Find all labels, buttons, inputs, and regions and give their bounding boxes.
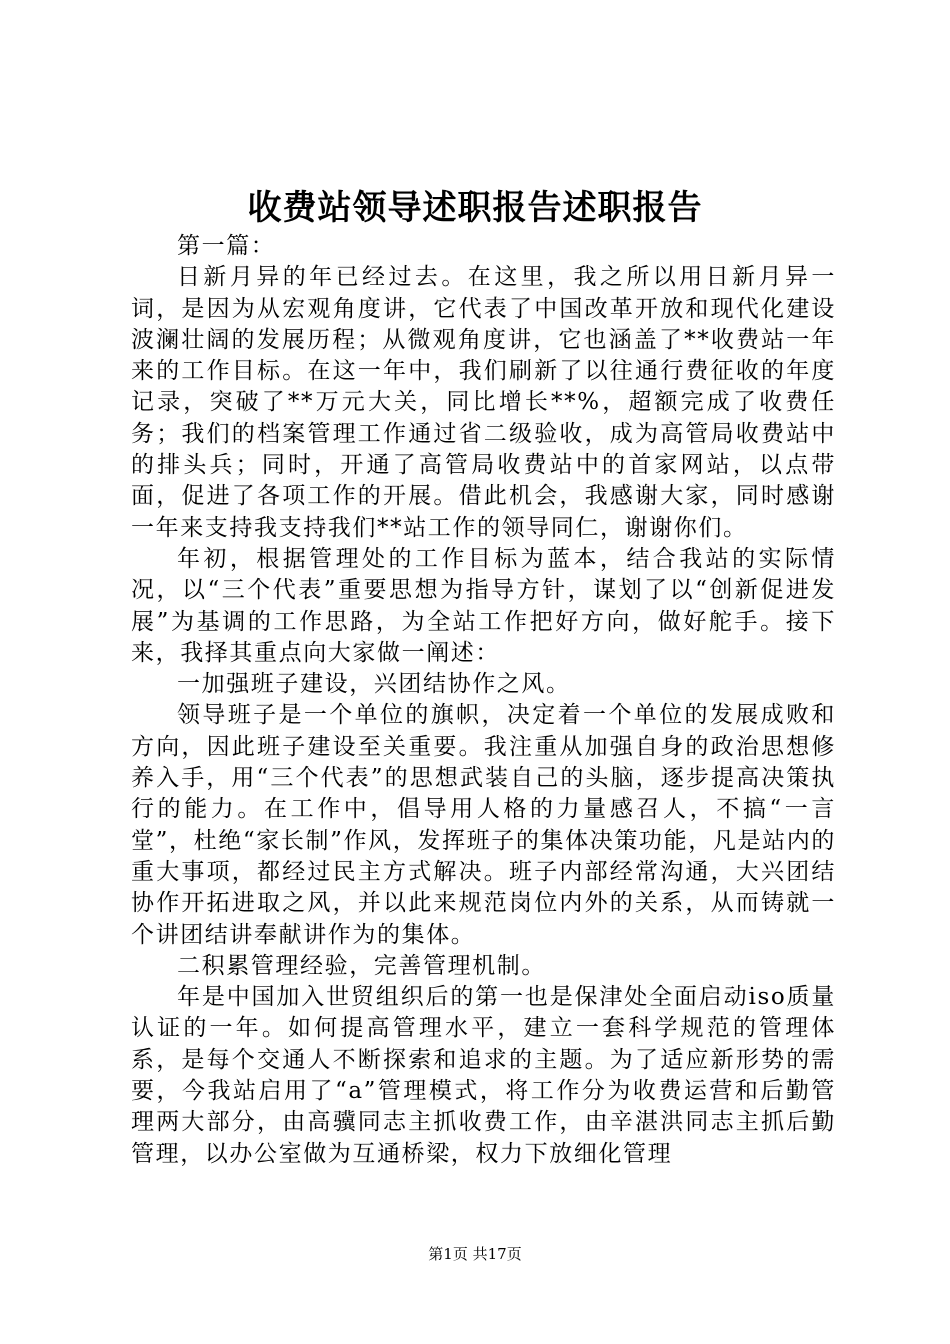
section-heading: 二积累管理经验，完善管理机制。 [177, 952, 546, 979]
page-footer: 第1页 共17页 [428, 1245, 522, 1263]
document-body [131, 231, 836, 1170]
paragraph: 年初，根据管理处的工作目标为蓝本，结合我站的实际情况，以“三个代表”重要思想为指导方针，谋划了以“创新促进发展”为基调的工作思路，为全站工作把好方向，做好舵手。接下来，我择其重点向大家做一阐述： [131, 545, 836, 666]
paragraph: 日新月异的年已经过去。在这里，我之所以用日新月异一词，是因为从宏观角度讲，它代表了中国改革开放和现代化建设波澜壮阔的发展历程；从微观角度讲，它也涵盖了**收费站一年来的工作目标。在这一年中，我们刷新了以往通行费征收的年度记录，突破了**万元大关，同比增长**%，超额完成了收费任务；我们的档案管理工作通过省二级验收，成为高管局收费站中的排头兵；同时，开通了高管局收费站中的首家网站，以点带面，促进了各项工作的开展。借此机会，我感谢大家，同时感谢一年来支持我支持我们**站工作的领导同仁，谢谢你们。 [131, 264, 836, 541]
document-title: 收费站领导述职报告述职报告 [247, 188, 703, 228]
paragraph: 第一篇： [177, 233, 276, 259]
section-heading: 一加强班子建设，兴团结协作之风。 [177, 671, 571, 698]
paragraph: 领导班子是一个单位的旗帜，决定着一个单位的发展成败和方向，因此班子建设至关重要。我注重从加强自身的政治思想修养入手，用“三个代表”的思想武装自己的头脑，逐步提高决策执行的能力。在工作中，倡导用人格的力量感召人，不搞“一言堂”，杜绝“家长制”作风，发挥班子的集体决策功能，凡是站内的重大事项，都经过民主方式解决。班子内部经常沟通，大兴团结协作开拓进取之风，并以此来规范岗位内外的关系，从而铸就一个讲团结讲奉献讲作为的集体。 [131, 702, 836, 948]
paragraph: 年是中国加入世贸组织后的第一也是保津处全面启动iso质量认证的一年。如何提高管理水平，建立一套科学规范的管理体系，是每个交通人不断探索和追求的主题。为了适应新形势的需要，今我站启用了“a”管理模式，将工作分为收费运营和后勤管理两大部分，由高骥同志主抓收费工作，由辛湛洪同志主抓后勤管理，以办公室做为互通桥梁，权力下放细化管理 [131, 984, 836, 1167]
